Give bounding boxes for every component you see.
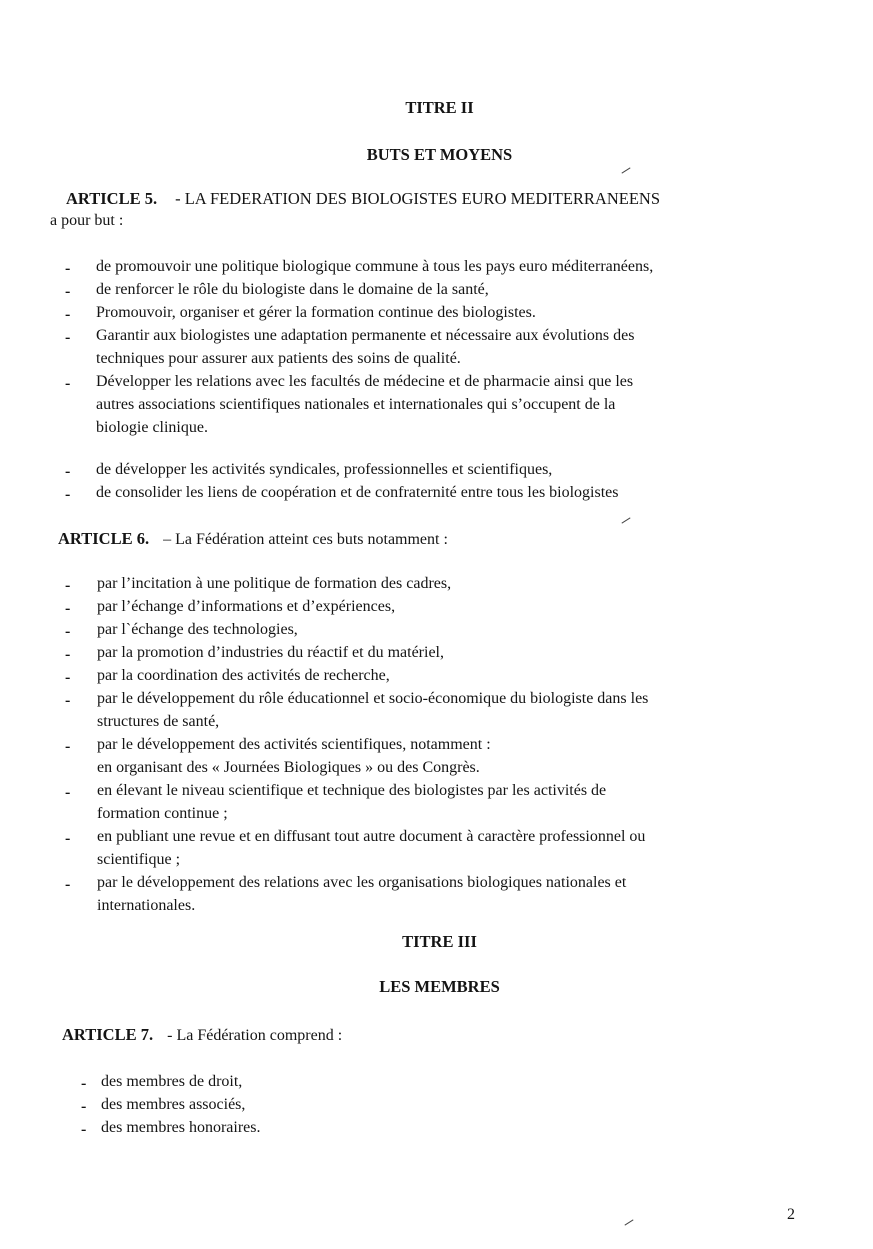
article-7-label: ARTICLE 7. [62,1025,154,1044]
list-item-continuation: autres associations scientifiques nationales et internationales qui s’occupent de la [96,396,616,413]
list-item: de promouvoir une politique biologique commune à tous les pays euro méditerranéens, [96,258,654,275]
bullet-dash: - [65,283,71,300]
list-item: en publiant une revue et en diffusant tout autre document à caractère professionnel ou [97,828,646,845]
bullet-dash: - [81,1121,87,1138]
bullet-dash: - [65,260,71,277]
article-6-text: – La Fédération atteint ces buts notamment : [163,531,448,548]
list-item-continuation: en organisant des « Journées Biologiques » ou des Congrès. [97,759,480,776]
bullet-dash: - [65,577,71,594]
article-5-header [66,188,660,211]
list-item: Promouvoir, organiser et gérer la formation continue des biologistes. [96,304,536,321]
bullet-dash: - [65,784,71,801]
les-membres-heading: LES MEMBRES [379,977,500,996]
list-item-continuation: scientifique ; [97,851,181,868]
list-item: par le développement des activités scientifiques, notamment : [97,736,491,753]
pen-tick-mark [621,167,630,173]
list-item: par le développement des relations avec les organisations biologiques nationales et [97,874,627,891]
list-item-continuation: techniques pour assurer aux patients des soins de qualité. [96,350,461,367]
bullet-dash: - [65,600,71,617]
list-item: des membres honoraires. [101,1119,261,1136]
list-item: de développer les activités syndicales, professionnelles et scientifiques, [96,461,553,478]
article-5-continuation: a pour but : [50,212,124,229]
pen-tick-mark [624,1219,633,1225]
list-item-continuation: structures de santé, [97,713,220,730]
bullet-dash: - [81,1098,87,1115]
article-5-text: - LA FEDERATION DES BIOLOGISTES EURO MEDITERRANEENS [175,189,661,208]
titre-ii-heading: TITRE II [405,98,474,117]
list-item: Garantir aux biologistes une adaptation permanente et nécessaire aux évolutions des [96,327,635,344]
titre-iii-heading: TITRE III [402,932,477,951]
bullet-dash: - [65,692,71,709]
list-item-continuation: internationales. [97,897,196,914]
bullet-dash: - [65,646,71,663]
pen-tick-mark [621,517,630,523]
list-item: de consolider les liens de coopération et de confraternité entre tous les biologistes [96,484,619,501]
article-6-label: ARTICLE 6. [58,529,150,548]
article-5-label: ARTICLE 5. [66,189,158,208]
list-item: Développer les relations avec les facultés de médecine et de pharmacie ainsi que les [96,373,634,390]
list-item: par l`échange des technologies, [97,621,298,638]
list-item: des membres de droit, [101,1073,243,1090]
page-number: 2 [787,1206,795,1223]
article-6-header [58,528,448,551]
bullet-dash: - [65,486,71,503]
buts-et-moyens-heading: BUTS ET MOYENS [366,145,513,164]
bullet-dash: - [81,1075,87,1092]
article-7-text: - La Fédération comprend : [167,1027,343,1044]
list-item-continuation: formation continue ; [97,805,228,822]
list-item: en élevant le niveau scientifique et technique des biologistes par les activités de [97,782,607,799]
list-item: par l’incitation à une politique de formation des cadres, [97,575,452,592]
bullet-dash: - [65,375,71,392]
article-7-header [62,1024,342,1047]
bullet-dash: - [65,623,71,640]
list-item: de renforcer le rôle du biologiste dans le domaine de la santé, [96,281,489,298]
bullet-dash: - [65,329,71,346]
list-item: par la promotion d’industries du réactif et du matériel, [97,644,444,661]
bullet-dash: - [65,738,71,755]
list-item: des membres associés, [101,1096,246,1113]
bullet-dash: - [65,876,71,893]
list-item: par la coordination des activités de recherche, [97,667,390,684]
list-item-continuation: biologie clinique. [96,419,208,436]
list-item: par l’échange d’informations et d’expériences, [97,598,396,615]
list-item: par le développement du rôle éducationnel et socio-économique du biologiste dans les [97,690,649,707]
bullet-dash: - [65,463,71,480]
bullet-dash: - [65,830,71,847]
bullet-dash: - [65,306,71,323]
bullet-dash: - [65,669,71,686]
